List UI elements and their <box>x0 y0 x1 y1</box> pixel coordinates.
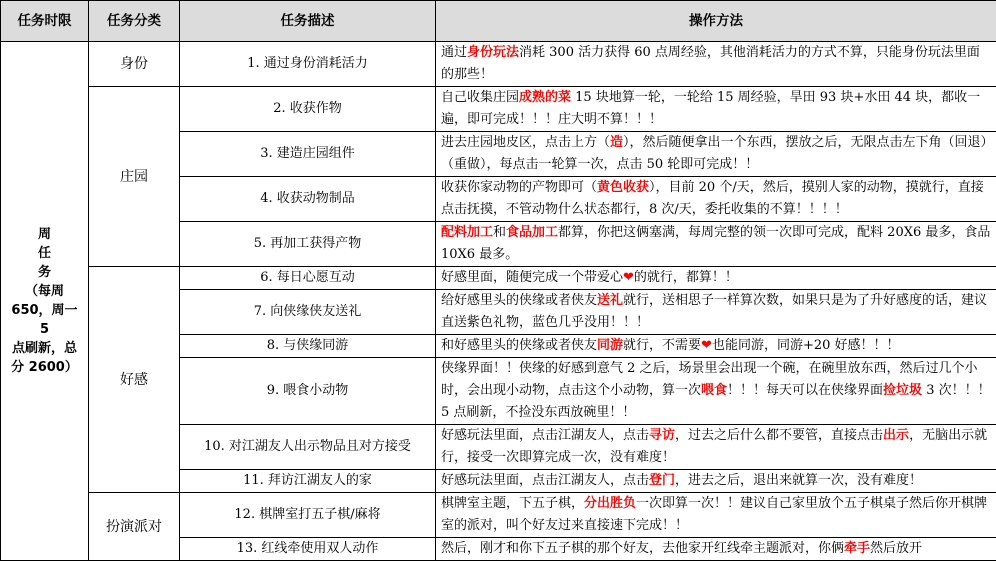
task-description: 5. 再加工获得产物 <box>180 222 436 267</box>
task-method: 侠缘界面！！侠缘的好感到意气 2 之后，场景里会出现一个碗，在碗里放东西，然后过几个小时，会出现小动物，点击这个小动物，算一次喂食！！！每天可以在侠缘界面捡垃圾 3 次！！！5 点刷新，不捡没东西放碗里！！ <box>436 358 996 425</box>
task-method: 和好感里头的侠缘或者侠友同游就行，不需要❤也能同游，同游+20 好感！！！ <box>436 335 996 358</box>
task-method: 自己收集庄园成熟的菜 15 块地算一轮，一轮给 15 周经验，旱田 93 块+水田 44 块，都收一遍，即可完成！！！庄大明不算！！！ <box>436 87 996 132</box>
task-description: 11. 拜访江湖友人的家 <box>180 470 436 493</box>
task-method: 收获你家动物的产物即可（黄色收获），目前 20 个/天，然后，摸别人家的动物，摸就行，直接点击抚摸，不管动物什么状态都行，8 次/天，委托收集的不算！！！！ <box>436 177 996 222</box>
task-method: 好感玩法里面，点击江湖友人，点击登门，进去之后，退出来就算一次，没有难度！ <box>436 470 996 493</box>
header-period: 任务时限 <box>1 1 89 42</box>
header-row <box>1 1 996 42</box>
task-description: 7. 向侠缘侠友送礼 <box>180 290 436 335</box>
task-description: 8. 与侠缘同游 <box>180 335 436 358</box>
task-method: 好感里面，随便完成一个带爱心❤的就行，都算！！ <box>436 267 996 290</box>
period-line: 务 <box>37 265 51 280</box>
category-affection: 好感 <box>89 267 180 493</box>
task-description: 1. 通过身份消耗活力 <box>180 42 436 87</box>
task-method: 通过身份玩法消耗 300 活力获得 60 点周经验，其他消耗活力的方式不算，只能身份玩法里面的那些！ <box>436 42 996 87</box>
task-description: 10. 对江湖友人出示物品且对方接受 <box>180 425 436 470</box>
task-description: 9. 喂食小动物 <box>180 358 436 425</box>
task-method: 好感玩法里面，点击江湖友人，点击寻访，过去之后什么都不要管，直接点击出示，无脑出示就行，接受一次即算完成一次，没有难度！ <box>436 425 996 470</box>
heart-icon: ❤ <box>623 270 634 285</box>
task-method: 给好感里头的侠缘或者侠友送礼就行，送相思子一样算次数，如果只是为了升好感度的话，建议直送紫色礼物，蓝色几乎没用！！！ <box>436 290 996 335</box>
task-method: 配料加工和食品加工都算，你把这俩塞满，每周完整的领一次即可完成，配料 20X6 最多，食品 10X6 最多。 <box>436 222 996 267</box>
category-identity: 身份 <box>89 42 180 87</box>
period-line: 任 <box>37 246 51 261</box>
category-manor: 庄园 <box>89 87 180 267</box>
task-description: 2. 收获作物 <box>180 87 436 132</box>
header-method: 操作方法 <box>436 1 996 42</box>
task-description: 6. 每日心愿互动 <box>180 267 436 290</box>
task-description: 13. 红线牵使用双人动作 <box>180 538 436 561</box>
period-line: 分 2600） <box>11 360 78 375</box>
task-description: 3. 建造庄园组件 <box>180 132 436 177</box>
table-row <box>1 493 996 538</box>
task-description: 4. 收获动物制品 <box>180 177 436 222</box>
table-row <box>1 87 996 132</box>
period-line: 点刷新，总 <box>11 341 77 356</box>
task-method: 棋牌室主题，下五子棋，分出胜负一次即算一次！！建议自己家里放个五子棋桌子然后你开棋牌室的派对，叫个好友过来直接速下完成！！ <box>436 493 996 538</box>
heart-icon: ❤ <box>701 338 712 353</box>
period-cell <box>1 42 89 561</box>
period-line: 650，周一 5 <box>11 303 78 337</box>
task-method: 进去庄园地皮区，点击上方（造），然后随便拿出一个东西，摆放之后，无限点击左下角（回退）（重做），每点击一轮算一次，点击 50 轮即可完成！！ <box>436 132 996 177</box>
task-description: 12. 棋牌室打五子棋/麻将 <box>180 493 436 538</box>
table-row <box>1 267 996 290</box>
header-category: 任务分类 <box>89 1 180 42</box>
table-row <box>1 42 996 87</box>
task-method: 然后，刚才和你下五子棋的那个好友，去他家开红线牵主题派对，你俩牵手然后放开 <box>436 538 996 561</box>
period-line: （每周 <box>24 284 64 299</box>
header-description: 任务描述 <box>180 1 436 42</box>
category-roleplay: 扮演派对 <box>89 493 180 561</box>
period-line: 周 <box>37 227 51 242</box>
